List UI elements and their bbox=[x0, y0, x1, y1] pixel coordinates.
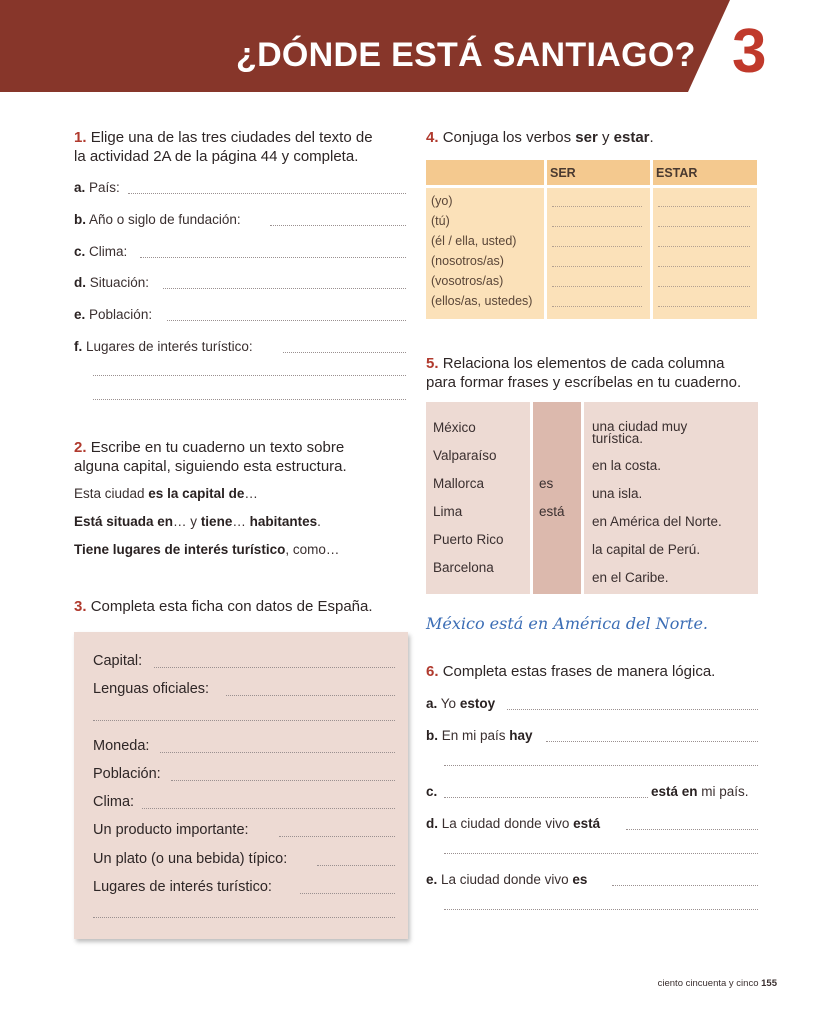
verb-item-es: es bbox=[539, 476, 554, 491]
ex1-answer-line-c[interactable] bbox=[140, 257, 406, 258]
card-line-languages-2[interactable] bbox=[93, 720, 395, 721]
matching-table bbox=[426, 402, 758, 594]
pronoun-ellos: (ellos/as, ustedes) bbox=[431, 294, 533, 308]
complement-item: una ciudad muy turística. bbox=[592, 419, 688, 446]
card-field-population: Población: bbox=[93, 766, 161, 782]
place-item: Valparaíso bbox=[433, 448, 497, 463]
card-line-population[interactable] bbox=[171, 780, 395, 781]
card-line-product[interactable] bbox=[279, 836, 395, 837]
card-line-languages-1[interactable] bbox=[226, 695, 395, 696]
page-header bbox=[0, 0, 833, 92]
ser-answer-line[interactable] bbox=[552, 226, 642, 227]
ex2-text-line2: alguna capital, siguiendo esta estructura. bbox=[74, 458, 347, 475]
estar-answer-line[interactable] bbox=[658, 266, 750, 267]
ex6-answer-line-e1[interactable] bbox=[612, 885, 758, 886]
ser-answer-line[interactable] bbox=[552, 286, 642, 287]
column-divider bbox=[544, 160, 547, 319]
card-field-currency: Moneda: bbox=[93, 738, 150, 754]
ex1-item-d: d. Situación: bbox=[74, 275, 150, 290]
ex1-answer-line-d[interactable] bbox=[163, 288, 406, 289]
place-item: Barcelona bbox=[433, 560, 494, 575]
ex1-item-e: e. Población: bbox=[74, 307, 153, 322]
ex6-answer-line-d2[interactable] bbox=[444, 853, 758, 854]
estar-answer-line[interactable] bbox=[658, 226, 750, 227]
place-item: Puerto Rico bbox=[433, 532, 504, 547]
ser-answer-line[interactable] bbox=[552, 206, 642, 207]
ex6-item-b: b. En mi país hay bbox=[426, 728, 533, 743]
ex1-item-a: a. País: bbox=[74, 180, 120, 195]
pronoun-vosotros: (vosotros/as) bbox=[431, 274, 504, 288]
complement-item: en la costa. bbox=[592, 458, 662, 473]
ex5-text-line1: Relaciona los elementos de cada columna bbox=[442, 355, 725, 372]
card-field-dish: Un plato (o una bebida) típico: bbox=[93, 851, 288, 867]
spain-data-card bbox=[74, 632, 408, 939]
ex3-text: Completa esta ficha con datos de España. bbox=[90, 598, 373, 615]
pronoun-el: (él / ella, usted) bbox=[431, 234, 517, 248]
card-field-climate: Clima: bbox=[93, 794, 135, 810]
place-item: México bbox=[433, 420, 476, 435]
column-divider bbox=[650, 160, 653, 319]
ex6-item-d: d. La ciudad donde vivo está bbox=[426, 816, 601, 831]
complement-item: en América del Norte. bbox=[592, 514, 722, 529]
card-field-capital: Capital: bbox=[93, 653, 143, 669]
ex1-text-line1: Elige una de las tres ciudades del texto de bbox=[90, 129, 373, 146]
card-line-currency[interactable] bbox=[160, 752, 395, 753]
ex1-instruction bbox=[74, 128, 414, 166]
ex1-answer-line-f1[interactable] bbox=[283, 352, 406, 353]
place-item: Mallorca bbox=[433, 476, 485, 491]
ser-answer-line[interactable] bbox=[552, 246, 642, 247]
page-number-words: ciento cincuenta y cinco bbox=[657, 978, 759, 989]
ex2-text-line1: Escribe en tu cuaderno un texto sobre bbox=[90, 439, 345, 456]
pronoun-nosotros: (nosotros/as) bbox=[431, 254, 504, 268]
ex1-text-line2: la actividad 2A de la página 44 y completa. bbox=[74, 148, 359, 165]
ex2-number: 2. bbox=[74, 439, 87, 456]
ex1-item-b: b. Año o siglo de fundación: bbox=[74, 212, 241, 227]
estar-answer-line[interactable] bbox=[658, 206, 750, 207]
pronoun-yo: (yo) bbox=[431, 194, 453, 208]
ex6-answer-line-b2[interactable] bbox=[444, 765, 758, 766]
ex1-answer-line-b[interactable] bbox=[270, 225, 406, 226]
ex3-instruction bbox=[74, 597, 414, 616]
estar-answer-line[interactable] bbox=[658, 306, 750, 307]
complement-item: en el Caribe. bbox=[592, 570, 669, 585]
ex2-structure-line3: Tiene lugares de interés turístico, como… bbox=[74, 542, 340, 557]
ex5-instruction bbox=[426, 354, 766, 392]
ex6-answer-line-d1[interactable] bbox=[626, 829, 758, 830]
ex6-answer-line-a[interactable] bbox=[507, 709, 758, 710]
ex6-item-e: e. La ciudad donde vivo es bbox=[426, 872, 588, 887]
ex1-item-c: c. Clima: bbox=[74, 244, 128, 259]
ex6-number: 6. bbox=[426, 663, 439, 680]
card-line-dish[interactable] bbox=[317, 865, 395, 866]
header-estar: ESTAR bbox=[656, 166, 698, 180]
unit-number: 3 bbox=[732, 17, 767, 86]
complement-item: una isla. bbox=[592, 486, 643, 501]
ex1-answer-line-f3[interactable] bbox=[93, 399, 406, 400]
card-field-sights: Lugares de interés turístico: bbox=[93, 879, 272, 895]
header-ser: SER bbox=[550, 166, 576, 180]
ex4-number: 4. bbox=[426, 129, 439, 146]
handwritten-example: México está en América del Norte. bbox=[426, 614, 708, 633]
ex1-item-f: f. Lugares de interés turístico: bbox=[74, 339, 253, 354]
ex6-item-a: a. Yo estoy bbox=[426, 696, 496, 711]
place-item: Lima bbox=[433, 504, 463, 519]
card-field-product: Un producto importante: bbox=[93, 822, 249, 838]
card-field-languages: Lenguas oficiales: bbox=[93, 681, 210, 697]
ex1-answer-line-e[interactable] bbox=[167, 320, 406, 321]
page-number: 155 bbox=[761, 978, 777, 989]
estar-answer-line[interactable] bbox=[658, 246, 750, 247]
ex1-answer-line-a[interactable] bbox=[128, 193, 406, 194]
ex5-number: 5. bbox=[426, 355, 439, 372]
estar-answer-line[interactable] bbox=[658, 286, 750, 287]
ex6-item-c-letter: c. bbox=[426, 784, 438, 799]
pronoun-tu: (tú) bbox=[431, 214, 450, 228]
card-line-sights-2[interactable] bbox=[93, 917, 395, 918]
ex2-structure-line2: Está situada en… y tiene… habitantes. bbox=[74, 514, 321, 529]
verb-item-esta: está bbox=[539, 504, 565, 519]
conjugation-table-header bbox=[426, 160, 757, 185]
ex4-instruction: 4. Conjuga los verbos ser y estar. bbox=[426, 129, 654, 146]
card-line-climate[interactable] bbox=[142, 808, 395, 809]
ser-answer-line[interactable] bbox=[552, 266, 642, 267]
card-line-capital[interactable] bbox=[154, 667, 395, 668]
ex6-instruction bbox=[426, 662, 715, 681]
ex6-answer-line-b1[interactable] bbox=[546, 741, 758, 742]
ex1-number: 1. bbox=[74, 129, 87, 146]
ex1-answer-line-f2[interactable] bbox=[93, 375, 406, 376]
complement-item: la capital de Perú. bbox=[592, 542, 701, 557]
ex2-structure-line1: Esta ciudad es la capital de… bbox=[74, 486, 258, 501]
ex6-text: Completa estas frases de manera lógica. bbox=[442, 663, 716, 680]
page-footer bbox=[658, 978, 777, 989]
ex6-answer-line-e2[interactable] bbox=[444, 909, 758, 910]
ex3-number: 3. bbox=[74, 598, 87, 615]
conjugation-table bbox=[426, 160, 757, 319]
ex6-item-c-text: está en mi país. bbox=[651, 784, 749, 799]
ex5-text-line2: para formar frases y escríbelas en tu cuaderno. bbox=[426, 374, 742, 391]
card-line-sights-1[interactable] bbox=[300, 893, 395, 894]
matching-column-verbs bbox=[533, 402, 581, 594]
page-title: ¿DÓNDE ESTÁ SANTIAGO? bbox=[236, 36, 696, 74]
ser-answer-line[interactable] bbox=[552, 306, 642, 307]
ex6-answer-line-c[interactable] bbox=[444, 797, 648, 798]
ex2-instruction bbox=[74, 438, 414, 476]
